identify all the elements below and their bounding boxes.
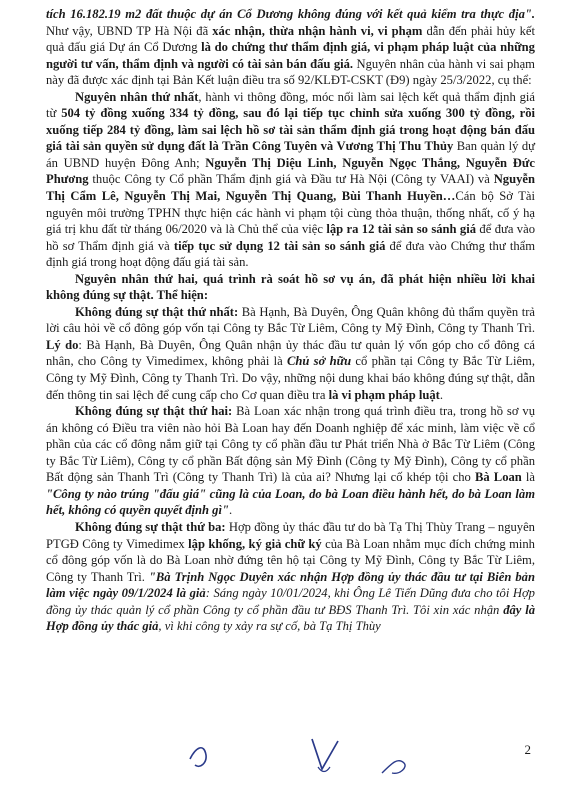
text-run: .: [439, 387, 444, 402]
signature-mark-1: [190, 748, 206, 767]
page-number: 2: [524, 742, 531, 757]
text-run: cổ phần tại Công ty Bắc Từ Liêm, Công ty Mỹ Đình, Công ty Thanh Trì. Do vậy, những nội dung khai báo không đúng sự thật, dẫn đến thông tin sai lệch để cung cấp cho Cơ quan điều tra: [46, 354, 535, 402]
text-run: Cán bộ Sở Tài nguyên môi trường TPHN thực hiện các hành vi phạm tội cùng thỏa thuận, thống nhất, cố ý hạ giá trị khu đất từ tháng 06/2020 và là Chủ thể của việc: [46, 189, 536, 237]
text-run: Bà Loan: [474, 470, 522, 485]
paragraph-5: [46, 403, 535, 519]
paragraph-2: [46, 89, 535, 271]
paragraph-1: [46, 6, 535, 89]
paragraph-6: [46, 519, 535, 635]
text-run: Hợp đồng ủy thác đầu tư do bà Tạ Thị Thùy Trang – nguyên PTGĐ Công ty Vimedimex: [46, 519, 535, 551]
signature-marks: [0, 733, 581, 793]
text-run: Bà Hạnh, Bà Duyên, Ông Quân không đủ thẩm quyền trả lời câu hỏi về cổ đông góp vốn tại Công ty Bắc Từ Liêm, Công ty Mỹ Đình, Công ty Thanh Trì.: [46, 304, 535, 336]
text-run: Lý do: [46, 337, 79, 352]
text-run: xác nhận, thừa nhận hành vi, vi phạm: [212, 23, 423, 38]
text-run: dẫn đến phải hủy kết quả đấu giá Dự án Cổ Dương: [46, 23, 536, 55]
text-run: của Bà Loan nhằm mục đích chứng minh cổ đông góp vốn là do Bà Loan nhờ đứng tên hộ tại Công ty Mỹ Đình, Công ty Bắc Từ Liêm, Công ty Thanh Trì.: [46, 536, 535, 584]
signature-mark-3: [318, 767, 330, 772]
text-run: để đưa vào hồ sơ Thẩm định giá và: [46, 222, 535, 253]
text-run: tiếp tục sử dụng 12 tài sản so sánh giá: [173, 238, 386, 253]
text-run: là: [521, 470, 536, 485]
text-run: "Bà Trịnh Ngọc Duyên xác nhận Hợp đồng ủy thác đầu tư tại Biên bản làm việc ngày 09/1/2024 là giả: [46, 569, 535, 601]
text-run: .: [228, 503, 233, 518]
paragraph-4: [46, 304, 535, 403]
text-run: "Công ty nào trúng "đấu giá" cũng là của Loan, do bà Loan điều hành hết, do bà Loan làm hết, không có quyền quyết định gì": [46, 486, 535, 518]
text-run: Không đúng sự thật thứ ba:: [75, 519, 226, 534]
text-run: là vi phạm pháp luật: [328, 387, 440, 402]
text-run: lập khống, ký giả chữ ký: [188, 536, 322, 551]
text-run: , vì khi công ty xảy ra sự cố, bà Tạ Thị Thùy: [158, 619, 381, 634]
text-run: để đưa vào Chứng thư thẩm định giá trong hoạt động đấu giá tài sản.: [46, 238, 536, 270]
paragraph-3: [46, 271, 535, 304]
text-run: Như vậy, UBND TP Hà Nội đã: [46, 23, 213, 38]
text-run: lập ra 12 tài sản so sánh giá: [326, 222, 477, 237]
text-run: , hành vi thông đồng, móc nối làm sai lệch kết quả thẩm định giá từ: [46, 89, 535, 121]
signature-mark-4: [382, 761, 405, 774]
signature-mark-2: [312, 739, 338, 769]
text-run: Không đúng sự thật thứ nhất:: [75, 304, 239, 319]
text-run: Nguyễn Thị Diệu Linh, Nguyễn Ngọc Thắng, Nguyễn Đức Phương: [46, 155, 535, 187]
text-run: Bà Loan xác nhận trong quá trình điều tra, trong hồ sơ vụ án không có Điều tra viên nào hỏi Bà Loan hay đến Doanh nghiệp để xác minh, làm việc về cổ phần của các cổ đông nắm giữ tại Công ty cổ phần đầu tư Phát triển Nhà ở Bắc Từ Liêm (Công ty Bắc Từ Liêm), Công ty cổ phần Bất động sản Mỹ Đình (Công ty Mỹ Đình), Công ty cổ phần Bất động sản Thanh Trì (Công ty Thanh Trì) là của ai? Nhưng lại cố khép tội cho: [46, 404, 536, 485]
text-run: tích 16.182.19 m2 đất thuộc dự án Cổ Dương không đúng với kết quả kiểm tra thực địa".: [46, 7, 535, 21]
text-run: Nguyên nhân thứ hai, quá trình rà soát hồ sơ vụ án, đã phát hiện nhiều lời khai không đúng sự thật. Thể hiện:: [46, 271, 535, 303]
text-run: Chủ sở hữu: [286, 354, 352, 369]
text-run: Nguyễn Thị Cẩm Lê, Nguyễn Thị Mai, Nguyễn Thị Quang, Bùi Thanh Huyền…: [46, 172, 535, 204]
text-run: Nguyên nhân thứ nhất: [75, 89, 199, 104]
text-run: : Sáng ngày 10/01/2024, khi Ông Lê Tiến Dũng đưa cho tôi Hợp đồng ủy thác quản lý cổ phần Công ty cổ phần đầu tư BĐS Thanh Trì. Tôi xin xác nhận: [46, 586, 535, 617]
text-run: 504 tỷ đồng xuống 334 tỷ đồng, sau đó lại tiếp tục chỉnh sửa xuống 300 tỷ đồng, rồi xuống tiếp 284 tỷ đồng, làm sai lệch hồ sơ tài sản thẩm định giá trong hoạt động bán đấu giá tài sản quyền sử dụng đất là Trần Công Tuyên và Vương Thị Thu Thủy: [46, 106, 535, 154]
text-run: đây là Hợp đồng ủy thác giả: [46, 602, 535, 634]
text-run: thuộc Công ty Cổ phần Thẩm định giá và Đầu tư Hà Nội (Công ty VAAI) và: [88, 172, 494, 187]
text-run: Nguyên nhân của hành vi sai phạm này đã được xác định tại Bản Kết luận điều tra số 92/KLĐT-CSKT (Đ9) ngày 25/3/2022, cụ thể:: [46, 56, 535, 88]
text-run: : Bà Hạnh, Bà Duyên, Ông Quân nhận ủy thác đầu tư quản lý vốn góp cho cổ đông cá nhân, cho Công ty Vimedimex, không phải là: [46, 337, 535, 369]
text-run: Không đúng sự thật thứ hai:: [75, 404, 233, 419]
text-run: là do chứng thư thẩm định giá, vi phạm pháp luật của những người tư vấn, thẩm định và người có tài sản bán đấu giá.: [46, 40, 535, 71]
text-run: Ban quản lý dự án UBND huyện Đông Anh;: [46, 139, 535, 170]
